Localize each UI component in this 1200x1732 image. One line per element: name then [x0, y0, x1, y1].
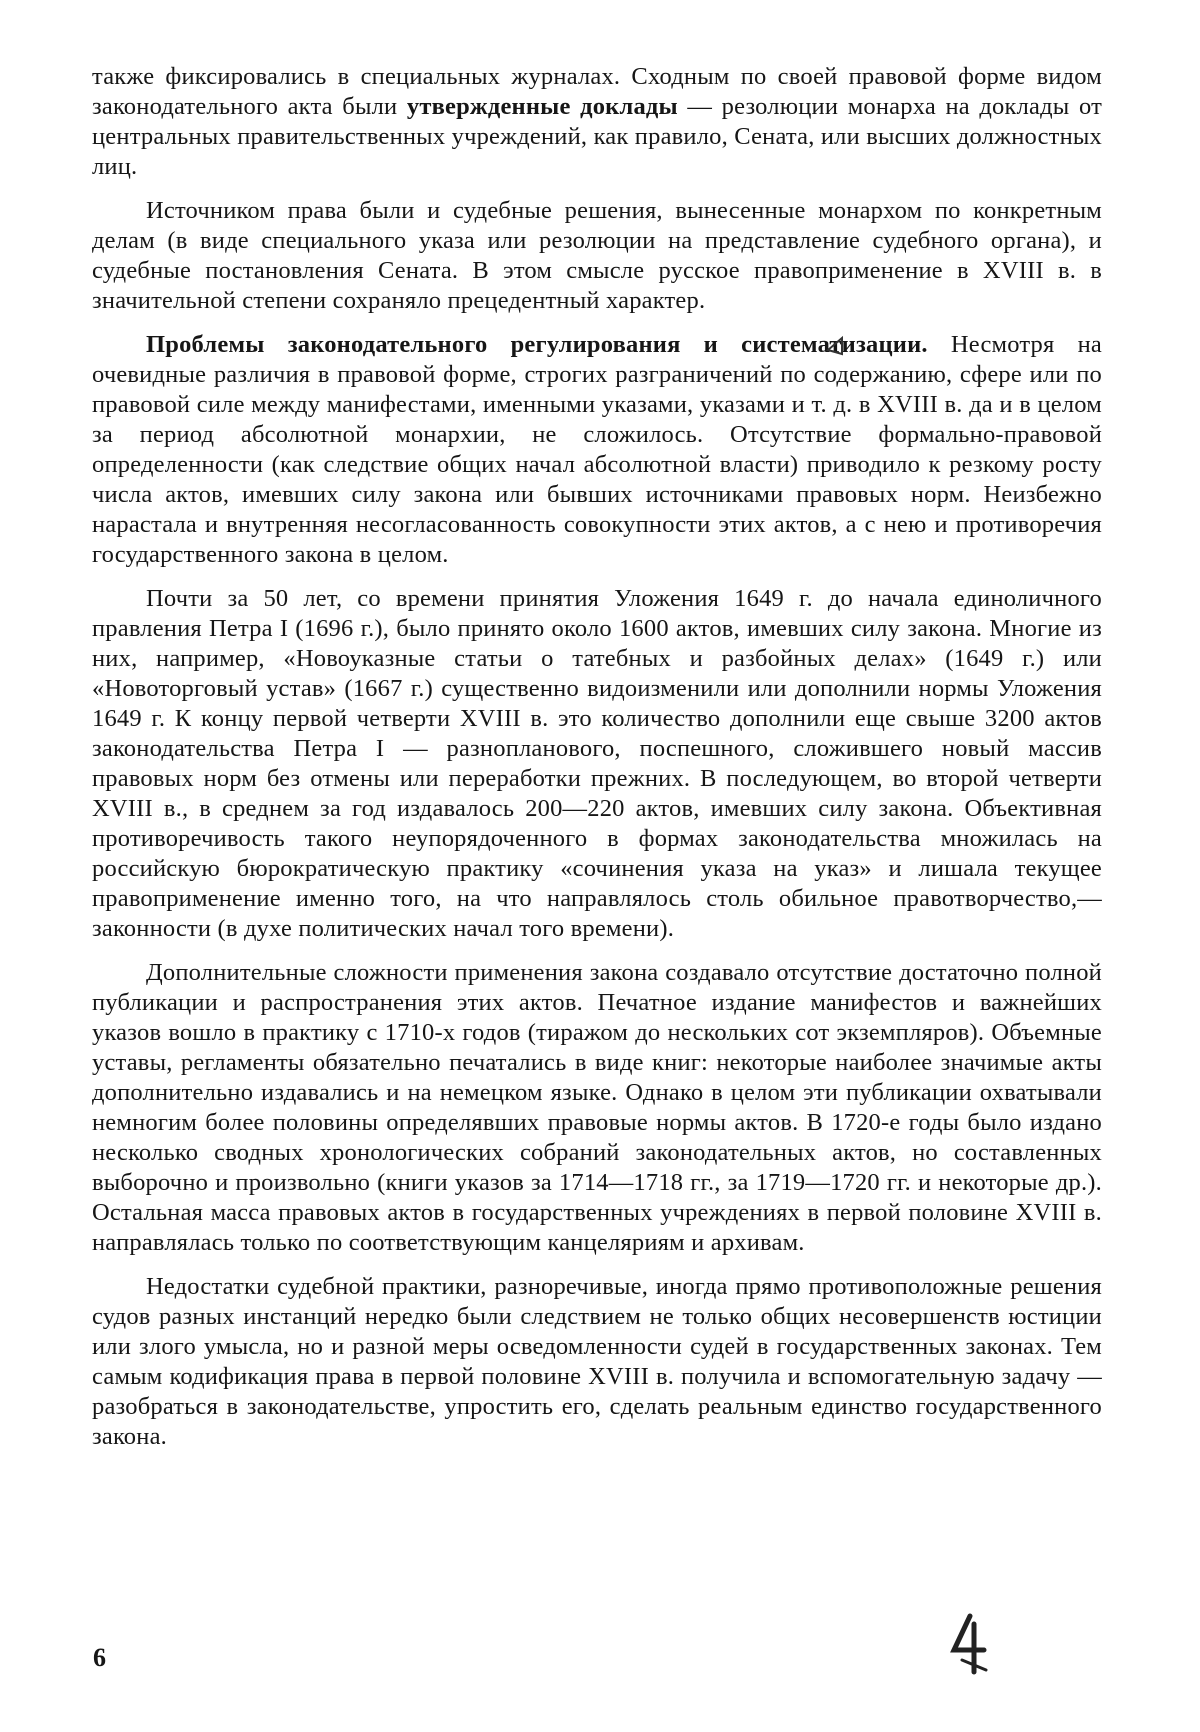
page-number: 6: [93, 1643, 106, 1672]
book-page-body: [92, 62, 1102, 1466]
text-run: — резолюции монарха на доклады от центральных правительственных учреждений, как правило, Сената, или высших должностных лиц.: [92, 93, 1103, 180]
text-run: Дополнительные сложности применения закона создавало отсутствие достаточно полной публикации и распространения этих актов. Печатное издание манифестов и важнейших указов вошло в практику с 1710-х годов (тиражом до нескольких сот экземпляров). Объемные уставы, регламенты обязательно печатались в виде книг: некоторые наиболее значимые акты дополнительно издавались и на немецком языке. Однако в целом эти публикации охватывали немногим более половины определявших правовые нормы актов. В 1720-е годы было издано несколько сводных хронологических собраний законодательных актов, но составленных выборочно и произвольно (книги указов за 1714—1718 гг., за 1719—1720 гг. и некоторые др.). Остальная масса правовых актов в государственных учреждениях в первой половине XVIII в. направлялась только по соответствующим канцеляриям и архивам.: [92, 959, 1102, 1256]
paragraph-publication-issues: [92, 958, 1102, 1258]
text-run: также фиксировались в специальных журналах. Сходным по своей правовой форме видом законодательного акта были: [92, 63, 1102, 120]
handwritten-page-mark: [940, 1610, 1000, 1680]
bold-text-run: утвержденные доклады: [406, 93, 678, 120]
text-run: Несмотря на очевидные различия в правовой форме, строгих разграничений по содержанию, сфере или по правовой силе между манифестами, именными указами, указами и т. д. в XVIII в. да и в целом за период абсолютной монархии, не сложилось. Отсутствие формально-правовой определенности (как следствие общих начал абсолютной власти) приводило к резкому росту числа актов, имевших силу закона или бывших источниками правовых норм. Неизбежно нарастала и внутренняя несогласованность совокупности этих актов, а с нею и противоречия государственного закона в целом.: [92, 331, 1102, 568]
handwritten-check-mark: [822, 334, 848, 360]
paragraph-legislation-growth: [92, 584, 1102, 944]
paragraph-systematization-problems: [92, 330, 1102, 570]
paragraph-judicial-sources: [92, 196, 1102, 316]
paragraph-legal-forms: [92, 62, 1102, 182]
text-run: Недостатки судебной практики, разноречивые, иногда прямо противоположные решения судов разных инстанций нередко были следствием не только общих несовершенств юстиции или злого умысла, но и разной меры осведомленности судей в государственных законах. Тем самым кодификация права в первой половине XVIII в. получила и вспомогательную задачу — разобраться в законодательстве, упростить его, сделать реальным единство государственного закона.: [92, 1273, 1102, 1450]
text-run: Почти за 50 лет, со времени принятия Уложения 1649 г. до начала единоличного правления Петра I (1696 г.), было принято около 1600 актов, имевших силу закона. Многие из них, например, «Новоуказные статьи о татебных и разбойных делах» (1649 г.) или «Новоторговый устав» (1667 г.) существенно видоизменили или дополнили нормы Уложения 1649 г. К концу первой четверти XVIII в. это количество дополнили еще свыше 3200 актов законодательства Петра I — разнопланового, поспешного, сложившего новый массив правовых норм без отмены или переработки прежних. В последующем, во второй четверти XVIII в., в среднем за год издавалось 200—220 актов, имевших силу закона. Объективная противоречивость такого неупорядоченного в формах законодательства множилась на российскую бюрократическую практику «сочинения указа на указ» и лишала текущее правоприменение именно того, на что направлялось столь обильное правотворчество,— законности (в духе политических начал того времени).: [92, 585, 1102, 942]
text-run: Источником права были и судебные решения, вынесенные монархом по конкретным делам (в виде специального указа или резолюции на представление судебного органа), и судебные постановления Сената. В этом смысле русское правоприменение в XVIII в. в значительной степени сохраняло прецедентный характер.: [92, 197, 1102, 314]
paragraph-codification-task: [92, 1272, 1102, 1452]
bold-text-run: Проблемы законодательного регулирования и систематизации.: [146, 331, 928, 358]
